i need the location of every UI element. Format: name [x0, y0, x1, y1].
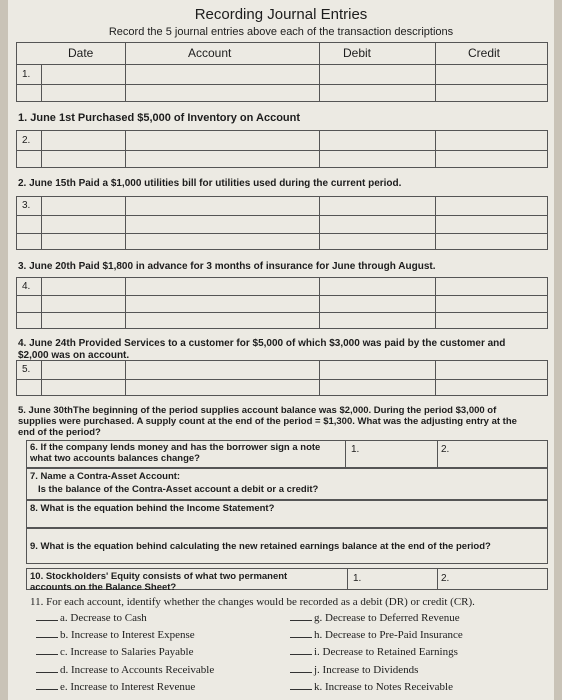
question-10-text: 10. Stockholders' Equity consists of what two permanent accounts on the Balance Sheet?	[30, 571, 288, 593]
entry-description: 4. June 24th Provided Services to a customer for $5,000 of which $3,000 was paid by the customer and $2,000 was on account.	[18, 338, 506, 361]
list-item[interactable]: j. Increase to Dividends	[290, 664, 418, 676]
answer-blank[interactable]	[290, 672, 312, 673]
list-item[interactable]: a. Decrease to Cash	[36, 612, 147, 624]
header-grid	[16, 42, 548, 64]
question-7-line1: 7. Name a Contra-Asset Account:	[30, 471, 181, 482]
list-item[interactable]: h. Decrease to Pre-Paid Insurance	[290, 629, 463, 641]
answer-blank[interactable]	[290, 689, 312, 690]
column-header-date: Date	[68, 46, 94, 60]
question-9-text: 9. What is the equation behind calculating the new retained earnings balance at the end of the period?	[30, 541, 491, 552]
answer-blank[interactable]	[36, 620, 58, 621]
list-item[interactable]: k. Increase to Notes Receivable	[290, 681, 453, 693]
list-item[interactable]: i. Decrease to Retained Earnings	[290, 646, 458, 658]
answer-box-1-label: 1.	[353, 573, 362, 584]
entry-number: 5.	[22, 364, 31, 375]
question-7-line2: Is the balance of the Contra-Asset account a debit or a credit?	[38, 484, 319, 495]
journal-grid-3[interactable]	[16, 196, 548, 250]
answer-box-1-label: 1.	[351, 444, 360, 455]
entry-description: 3. June 20th Paid $1,800 in advance for 3 months of insurance for June through August.	[18, 261, 436, 272]
answer-blank[interactable]	[36, 654, 58, 655]
journal-grid-2[interactable]	[16, 130, 548, 168]
answer-blank[interactable]	[36, 689, 58, 690]
entry-number: 4.	[22, 281, 31, 292]
answer-blank[interactable]	[290, 654, 312, 655]
column-header-debit: Debit	[343, 46, 372, 60]
entry-description: 2. June 15th Paid a $1,000 utilities bill for utilities used during the current period.	[18, 178, 402, 189]
list-item[interactable]: b. Increase to Interest Expense	[36, 629, 195, 641]
entry-description: 5. June 30thThe beginning of the period supplies account balance was $2,000. During the period $3,000 of supplies were purchased. A supply count at the end of the period = $1,300. What was the adjusting entry at the end of the period?	[18, 405, 517, 438]
journal-grid-1[interactable]	[16, 64, 548, 102]
page-subtitle: Record the 5 journal entries above each of the transaction descriptions	[108, 26, 454, 38]
journal-grid-5[interactable]	[16, 360, 548, 396]
list-item[interactable]: c. Increase to Salaries Payable	[36, 646, 193, 658]
list-item[interactable]: d. Increase to Accounts Receivable	[36, 664, 214, 676]
worksheet	[8, 0, 554, 700]
answer-blank[interactable]	[36, 637, 58, 638]
entry-number: 3.	[22, 200, 31, 211]
entry-number: 2.	[22, 135, 31, 146]
column-header-credit: Credit	[468, 46, 501, 60]
entry-number: 1.	[22, 69, 31, 80]
journal-grid-4[interactable]	[16, 277, 548, 329]
answer-blank[interactable]	[36, 672, 58, 673]
answer-box-2-label: 2.	[441, 573, 450, 584]
column-header-account: Account	[188, 46, 232, 60]
entry-description: 1. June 1st Purchased $5,000 of Inventory on Account	[18, 112, 301, 124]
list-item[interactable]: e. Increase to Interest Revenue	[36, 681, 195, 693]
question-11-text: 11. For each account, identify whether the changes would be recorded as a debit (DR) or credit (CR).	[30, 596, 475, 608]
question-8-text: 8. What is the equation behind the Income Statement?	[30, 503, 275, 514]
page-title: Recording Journal Entries	[194, 6, 368, 23]
list-item[interactable]: g. Decrease to Deferred Revenue	[290, 612, 460, 624]
answer-blank[interactable]	[290, 637, 312, 638]
answer-box-2-label: 2.	[441, 444, 450, 455]
question-6-text: 6. If the company lends money and has the borrower sign a note what two accounts balances change?	[30, 442, 321, 464]
answer-blank[interactable]	[290, 620, 312, 621]
